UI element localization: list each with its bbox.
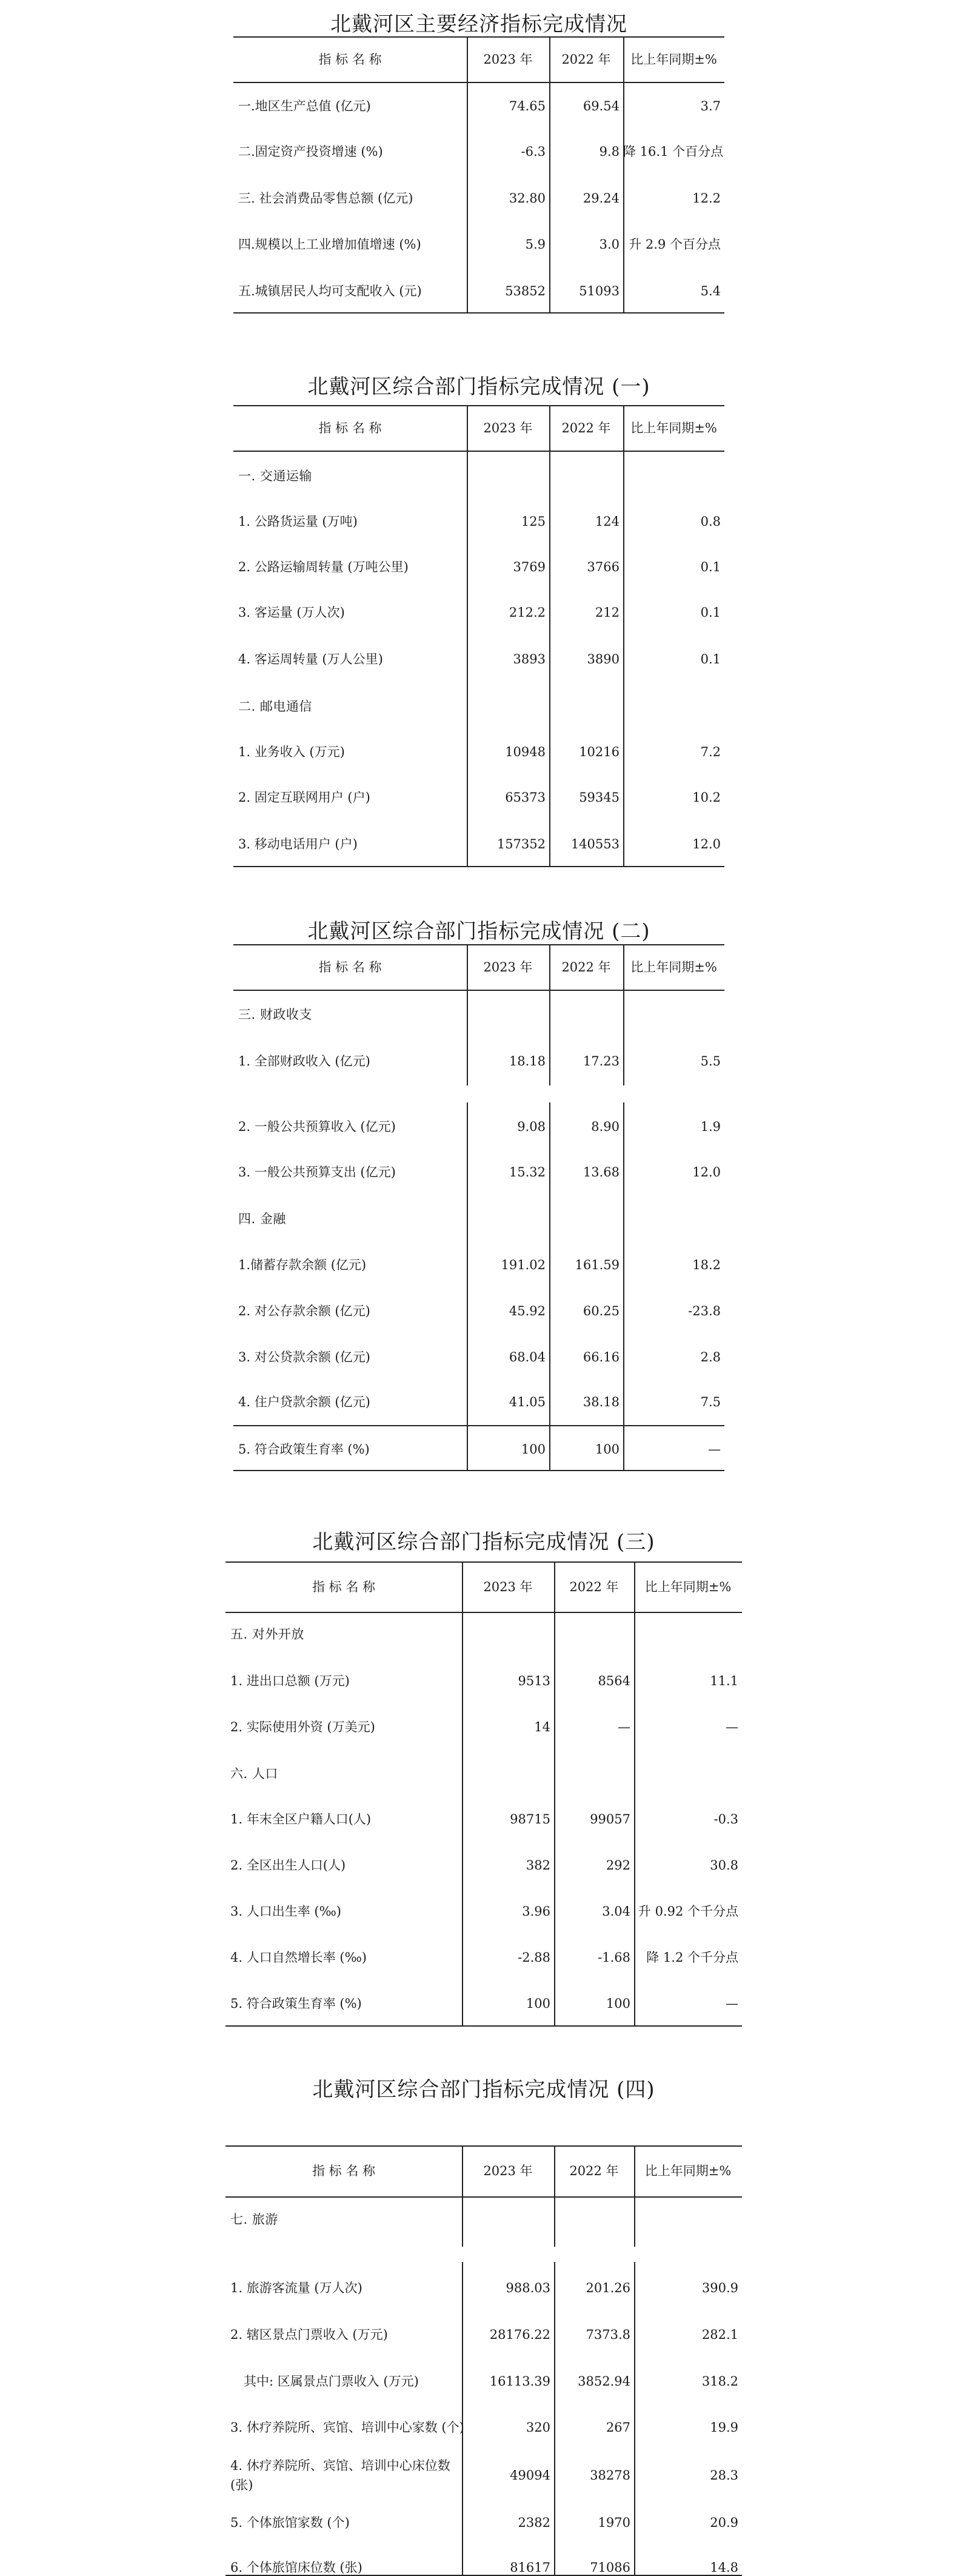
indicator-name: 6. 个体旅馆床位数 (张) — [230, 2560, 362, 2575]
value-change: 升 2.9 个百分点 — [629, 237, 721, 252]
indicator-name: 1. 全部财政收入 (亿元) — [238, 1054, 370, 1068]
row-separator-rule — [233, 1425, 724, 1426]
value-change: 1.9 — [700, 1119, 721, 1134]
header-rule — [225, 2196, 742, 2198]
value-2023: 9513 — [518, 1674, 550, 1688]
indicator-name: 5. 个体旅馆家数 (个) — [230, 2515, 350, 2530]
indicator-name: 一.地区生产总值 (亿元) — [238, 99, 371, 113]
indicator-name: 四.规模以上工业增加值增速 (%) — [238, 237, 421, 252]
value-2023: 191.02 — [501, 1258, 546, 1272]
value-2023: 125 — [521, 514, 546, 529]
value-change: 282.1 — [701, 2327, 738, 2342]
table-title: 北戴河区综合部门指标完成情况 (四) — [312, 2078, 655, 2102]
value-change: 11.1 — [710, 1674, 738, 1688]
section-heading: 四. 金融 — [238, 1212, 286, 1226]
value-2022: 9.8 — [599, 144, 620, 159]
header-rule — [233, 82, 724, 83]
table-bottom-rule — [233, 312, 724, 314]
value-2022: 100 — [595, 1442, 620, 1457]
indicator-name: 五.城镇居民人均可支配收入 (元) — [238, 284, 422, 298]
indicator-name: 1. 业务收入 (万元) — [238, 745, 345, 759]
value-2023: 45.92 — [509, 1304, 546, 1318]
value-change: 20.9 — [710, 2515, 738, 2530]
value-2023: 14 — [534, 1720, 550, 1734]
header-2023: 2023 年 — [483, 2164, 533, 2178]
value-change: 7.5 — [700, 1395, 721, 1409]
value-change: 0.1 — [700, 652, 721, 666]
value-2023: 5.9 — [525, 237, 546, 252]
value-2022: 8.90 — [591, 1119, 620, 1134]
value-2022: 7373.8 — [586, 2327, 630, 2342]
header-2023: 2023 年 — [483, 1579, 533, 1594]
header-indicator-name: 指 标 名 称 — [312, 1579, 376, 1594]
value-2023: 10948 — [505, 745, 546, 759]
value-2022: 69.54 — [583, 99, 620, 113]
indicator-name: 2. 一般公共预算收入 (亿元) — [238, 1119, 396, 1134]
indicator-name: 4. 休疗养院所、宾馆、培训中心床位数 — [230, 2458, 450, 2473]
column-divider — [549, 36, 550, 312]
value-2023: 9.08 — [517, 1119, 546, 1134]
value-2023: 212.2 — [509, 605, 546, 620]
indicator-name: 2. 固定互联网用户 (户) — [238, 790, 370, 805]
value-change: 318.2 — [701, 2374, 738, 2389]
value-2023: 98715 — [510, 1812, 550, 1826]
indicator-name: 1. 进出口总额 (万元) — [230, 1674, 350, 1688]
value-2023: 382 — [526, 1858, 550, 1873]
value-2022: 8564 — [598, 1674, 630, 1688]
indicator-name: 3. 休疗养院所、宾馆、培训中心家数 (个) — [230, 2420, 464, 2435]
value-2022: 140553 — [570, 837, 620, 851]
value-2022: — — [618, 1720, 630, 1734]
column-divider — [549, 1102, 550, 1470]
value-2022: 99057 — [590, 1812, 630, 1826]
value-change: 10.2 — [692, 790, 721, 805]
indicator-name: 4. 住户贷款余额 (亿元) — [238, 1395, 370, 1409]
section-heading: 二. 邮电通信 — [238, 699, 312, 714]
value-change: 12.2 — [692, 191, 721, 206]
indicator-name: 1. 旅游客流量 (万人次) — [230, 2281, 362, 2295]
column-divider — [554, 2145, 555, 2247]
column-divider — [623, 1102, 624, 1470]
value-2023: 49094 — [510, 2468, 550, 2483]
header-2023: 2023 年 — [483, 959, 533, 974]
header-change: 比上年同期±% — [630, 52, 717, 67]
value-change: 0.1 — [700, 605, 721, 620]
column-divider — [462, 2145, 463, 2247]
value-change: 5.4 — [700, 284, 721, 298]
value-2022: 38278 — [590, 2468, 630, 2483]
value-change: 12.0 — [692, 837, 721, 851]
value-2022: 292 — [606, 1858, 630, 1873]
value-2023: 3.96 — [522, 1904, 550, 1919]
indicator-name: 2. 全区出生人口(人) — [230, 1858, 346, 1873]
indicator-name: 5. 符合政策生育率 (%) — [238, 1442, 370, 1457]
table-top-rule — [233, 944, 724, 945]
value-2023: 81617 — [510, 2560, 550, 2575]
table-top-rule — [233, 405, 724, 406]
section-heading: 七. 旅游 — [230, 2212, 278, 2227]
header-rule — [233, 451, 724, 452]
section-heading: 三. 财政收支 — [238, 1007, 312, 1022]
indicator-name: 二.固定资产投资增速 (%) — [238, 144, 383, 159]
value-2022: 3852.94 — [578, 2374, 630, 2389]
section-heading: 五. 对外开放 — [230, 1627, 304, 1642]
value-change: -23.8 — [688, 1304, 721, 1318]
value-2023: 74.65 — [509, 99, 546, 113]
indicator-name: 3. 客运量 (万人次) — [238, 605, 345, 620]
indicator-name: 3. 对公贷款余额 (亿元) — [238, 1350, 370, 1364]
value-2022: 267 — [606, 2420, 630, 2435]
table-bottom-rule — [233, 1470, 724, 1471]
header-change: 比上年同期±% — [630, 959, 717, 974]
value-change: 3.7 — [700, 99, 721, 113]
header-2022: 2022 年 — [569, 1579, 619, 1594]
indicator-name: 三. 社会消费品零售总额 (亿元) — [238, 191, 413, 206]
value-2023: 53852 — [505, 284, 546, 298]
indicator-name-continued: (张) — [230, 2478, 253, 2492]
header-indicator-name: 指 标 名 称 — [318, 959, 382, 974]
value-2022: 3.04 — [602, 1904, 630, 1919]
column-divider — [634, 2145, 635, 2247]
value-2023: 100 — [521, 1442, 546, 1457]
value-2023: 68.04 — [509, 1350, 546, 1364]
value-change: — — [726, 1996, 738, 2011]
header-2023: 2023 年 — [483, 52, 533, 67]
value-change: 降 16.1 个百分点 — [623, 144, 724, 159]
value-change: 18.2 — [692, 1258, 721, 1272]
value-2023: 157352 — [496, 837, 546, 851]
header-indicator-name: 指 标 名 称 — [318, 52, 382, 67]
value-2022: 60.25 — [583, 1304, 620, 1318]
table-top-rule — [233, 36, 724, 38]
value-change: 0.8 — [700, 514, 721, 529]
indicator-name: 1. 年末全区户籍人口(人) — [230, 1812, 372, 1826]
value-2023: -6.3 — [521, 144, 546, 159]
column-divider — [467, 36, 468, 312]
table-bottom-rule — [225, 2025, 742, 2027]
indicator-name: 2. 实际使用外资 (万美元) — [230, 1720, 375, 1734]
header-indicator-name: 指 标 名 称 — [318, 420, 382, 435]
header-2022: 2022 年 — [561, 420, 611, 435]
value-2023: 41.05 — [509, 1395, 546, 1409]
indicator-name: 2. 公路运输周转量 (万吨公里) — [238, 560, 409, 574]
section-heading: 一. 交通运输 — [238, 469, 312, 483]
value-change: 降 1.2 个千分点 — [646, 1950, 738, 1965]
value-change: -0.3 — [713, 1812, 738, 1826]
value-change: 0.1 — [700, 560, 721, 574]
table-title: 北戴河区综合部门指标完成情况 (三) — [312, 1530, 655, 1554]
value-2022: 51093 — [579, 284, 620, 298]
value-2023: 16113.39 — [489, 2374, 550, 2389]
value-change: 390.9 — [701, 2281, 738, 2295]
value-2022: 38.18 — [583, 1395, 620, 1409]
value-2022: 59345 — [579, 790, 620, 805]
value-2022: 13.68 — [583, 1165, 620, 1179]
value-2022: 66.16 — [583, 1350, 620, 1364]
table-top-rule — [225, 2145, 742, 2147]
table-bottom-rule — [233, 866, 724, 867]
value-change: 2.8 — [700, 1350, 721, 1364]
value-2023: 32.80 — [509, 191, 546, 206]
header-indicator-name: 指 标 名 称 — [312, 2164, 376, 2178]
indicator-name: 2. 辖区景点门票收入 (万元) — [230, 2327, 388, 2342]
value-change: 19.9 — [710, 2420, 738, 2435]
header-change: 比上年同期±% — [644, 2164, 732, 2178]
section-heading: 六. 人口 — [230, 1766, 278, 1781]
table-title: 北戴河区综合部门指标完成情况 (一) — [307, 375, 650, 399]
indicator-name: 4. 客运周转量 (万人公里) — [238, 652, 383, 666]
value-change: — — [708, 1442, 721, 1457]
indicator-name: 4. 人口自然增长率 (‰) — [230, 1950, 367, 1965]
value-2022: 212 — [595, 605, 620, 620]
value-2022: 3.0 — [599, 237, 620, 252]
value-2023: 3893 — [513, 652, 546, 666]
indicator-name: 其中: 区属景点门票收入 (万元) — [244, 2374, 419, 2389]
column-divider — [623, 36, 624, 312]
value-2022: 100 — [606, 1996, 630, 2011]
value-change: 7.2 — [700, 745, 721, 759]
value-2023: 65373 — [505, 790, 546, 805]
value-change: 28.3 — [710, 2468, 738, 2483]
value-2022: 10216 — [579, 745, 620, 759]
header-2022: 2022 年 — [569, 2164, 619, 2178]
value-2023: -2.88 — [518, 1950, 550, 1965]
column-divider — [467, 1102, 468, 1470]
value-2023: 988.03 — [506, 2281, 550, 2295]
value-2022: 3890 — [587, 652, 620, 666]
table-title: 北戴河区综合部门指标完成情况 (二) — [307, 919, 650, 944]
value-2023: 28176.22 — [489, 2327, 550, 2342]
value-2022: 29.24 — [583, 191, 620, 206]
header-rule — [225, 1612, 742, 1613]
table-top-rule — [225, 1561, 742, 1563]
value-2023: 2382 — [518, 2515, 550, 2530]
header-change: 比上年同期±% — [644, 1579, 732, 1594]
indicator-name: 3. 移动电话用户 (户) — [238, 837, 358, 851]
value-2022: 71086 — [590, 2560, 630, 2575]
value-2022: -1.68 — [598, 1950, 630, 1965]
value-2022: 1970 — [598, 2515, 630, 2530]
value-change: 30.8 — [710, 1858, 738, 1873]
value-2023: 18.18 — [509, 1054, 546, 1068]
value-2022: 3766 — [587, 560, 620, 574]
value-change: — — [726, 1720, 738, 1734]
indicator-name: 2. 对公存款余额 (亿元) — [238, 1304, 370, 1318]
value-2023: 15.32 — [509, 1165, 546, 1179]
value-2022: 161.59 — [575, 1258, 620, 1272]
value-2023: 3769 — [513, 560, 546, 574]
header-change: 比上年同期±% — [630, 420, 717, 435]
value-change: 14.8 — [710, 2560, 738, 2575]
value-change: 5.5 — [700, 1054, 721, 1068]
value-2023: 320 — [526, 2420, 550, 2435]
value-2023: 100 — [526, 1996, 550, 2011]
indicator-name: 3. 一般公共预算支出 (亿元) — [238, 1165, 396, 1179]
value-2022: 17.23 — [583, 1054, 620, 1068]
value-change: 12.0 — [692, 1165, 721, 1179]
header-2023: 2023 年 — [483, 420, 533, 435]
indicator-name: 5. 符合政策生育率 (%) — [230, 1996, 362, 2011]
header-2022: 2022 年 — [561, 959, 611, 974]
value-change: 升 0.92 个千分点 — [638, 1904, 738, 1919]
header-rule — [233, 990, 724, 991]
value-2022: 201.26 — [586, 2281, 630, 2295]
indicator-name: 1.储蓄存款余额 (亿元) — [238, 1258, 367, 1272]
table-title: 北戴河区主要经济指标完成情况 — [330, 12, 627, 36]
indicator-name: 3. 人口出生率 (‰) — [230, 1904, 341, 1919]
header-2022: 2022 年 — [561, 52, 611, 67]
value-2022: 124 — [595, 514, 620, 529]
indicator-name: 1. 公路货运量 (万吨) — [238, 514, 358, 529]
